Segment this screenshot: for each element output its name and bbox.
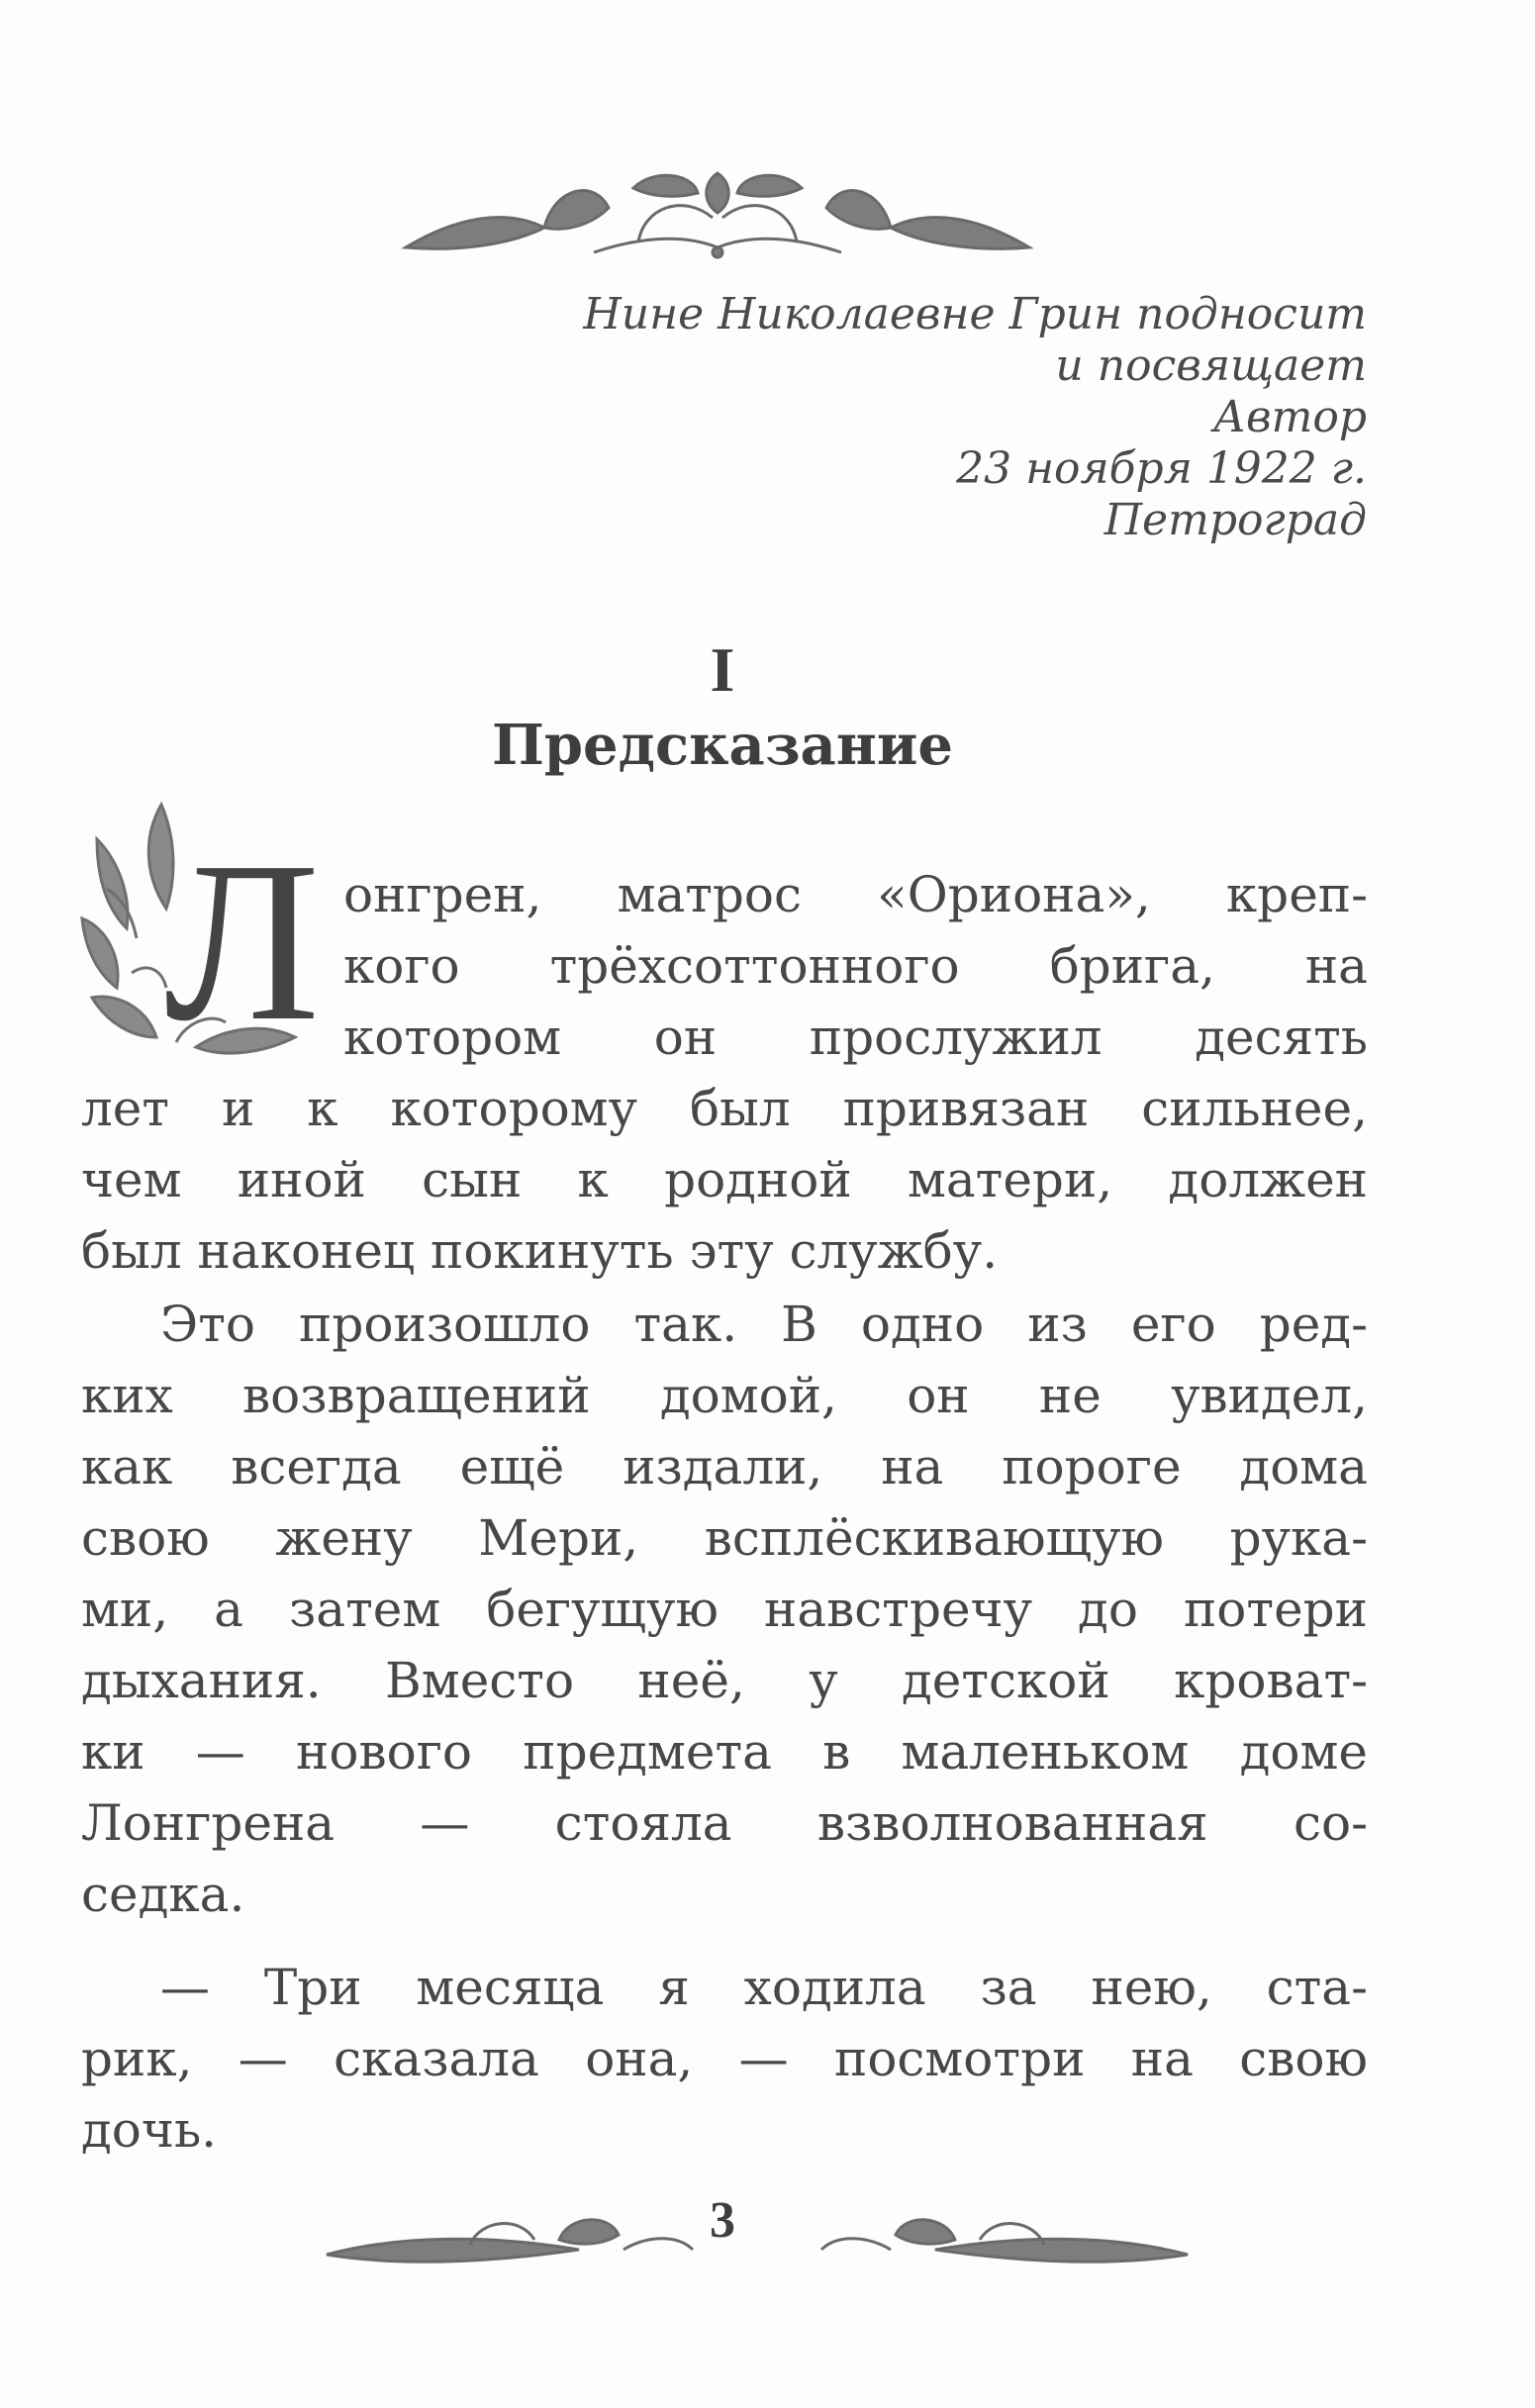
dedication [476,289,1367,546]
text-line: седка. [81,1866,245,1923]
text-line: ми, а затем бегущую навстречу до потери [81,1581,1368,1638]
page-number: 3 [710,2192,735,2249]
text-line: онгрен, матрос «Ориона», креп- [343,866,1368,923]
dedication-line: Нине Николаевне Грин подносит [583,289,1367,339]
text-line: ки — нового предмета в маленьком доме [81,1723,1368,1781]
text-line: как всегда ещё издали, на пороге дома [81,1438,1368,1495]
text-line: рик, — сказала она, — посмотри на свою [81,2030,1368,2087]
dedication-line: 23 ноября 1922 г. [956,443,1367,494]
text-line: Это произошло так. В одно из его ред- [160,1296,1368,1353]
decorative-vignette-top [396,148,1039,267]
text-line: кого трёхсоттонного брига, на [343,937,1368,995]
dedication-line: и посвящает [1055,340,1367,391]
text-line: дыхания. Вместо неё, у детской кроват- [81,1652,1368,1709]
text-line: ких возвращений домой, он не увидел, [81,1367,1368,1424]
dedication-line: Петроград [1103,495,1367,545]
text-line: дочь. [81,2101,218,2159]
chapter-number: I [710,634,735,705]
drop-cap-letter: Л [164,815,321,1069]
text-line: — Три месяца я ходила за нею, ста- [160,1959,1368,2016]
chapter-title: Предсказание [492,713,953,778]
dedication-line: Автор [1212,392,1367,442]
text-line: Лонгрена — стояла взволнованная со- [81,1794,1368,1852]
text-line: котором он прослужил десять [343,1009,1368,1066]
text-line: лет и к которому был привязан сильнее, [81,1080,1368,1137]
drop-cap-ornament [77,800,325,1069]
text-line: чем иной сын к родной матери, должен [81,1151,1368,1208]
text-line: был наконец покинуть эту службу. [81,1222,999,1280]
text-line: свою жену Мери, всплёскивающую рука- [81,1509,1368,1567]
